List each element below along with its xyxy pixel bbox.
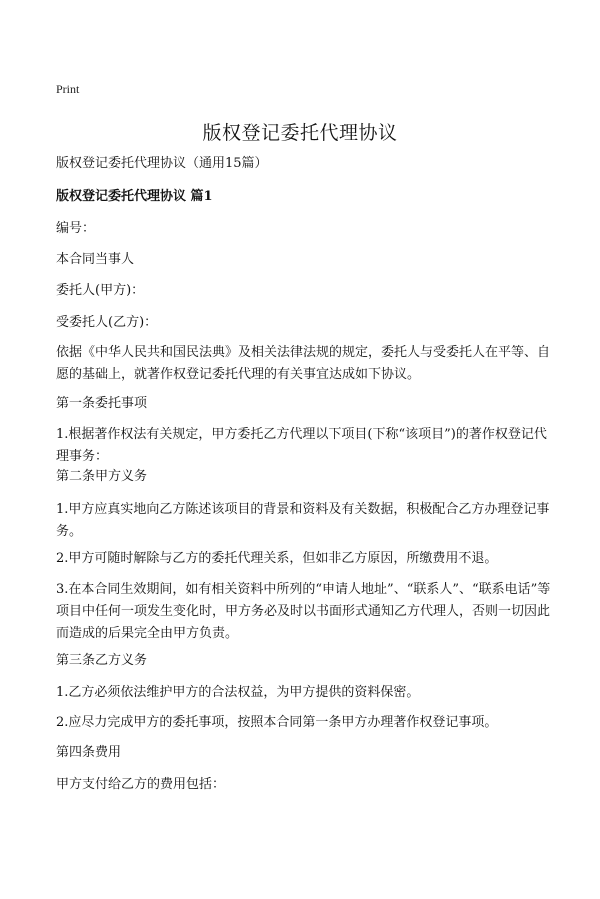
article-2-item-2: 2.甲方可随时解除与乙方的委托代理关系，但如非乙方原因，所缴费用不退。	[56, 551, 498, 566]
article-1-heading: 第一条委托事项	[56, 396, 148, 411]
article-1-item-1: 1.根据著作权法有关规定，甲方委托乙方代理以下项目(下称“该项目”)的著作权登记代理事务：	[56, 427, 547, 464]
article-3-heading: 第三条乙方义务	[56, 653, 148, 668]
article-4-item-intro: 甲方支付给乙方的费用包括：	[56, 777, 226, 792]
article-2-heading: 第二条甲方义务	[56, 469, 148, 484]
article-2-item-1: 1.甲方应真实地向乙方陈述该项目的背景和资料及有关数据，积极配合乙方办理登记事务。	[56, 502, 550, 539]
paragraph-agent: 受委托人(乙方)：	[56, 315, 158, 330]
article-3-item-2: 2.应尽力完成甲方的委托事项，按照本合同第一条甲方办理著作权登记事项。	[56, 715, 498, 730]
article-4-heading: 第四条费用	[56, 745, 122, 760]
print-label: Print	[56, 82, 80, 96]
paragraph-principal: 委托人(甲方)：	[56, 283, 145, 298]
paragraph-preamble: 依据《中华人民共和国民法典》及相关法律法规的规定，委托人与受委托人在平等、自愿的基础上，就著作权登记委托代理的有关事宜达成如下协议。	[56, 345, 551, 382]
document-subtitle: 版权登记委托代理协议（通用15篇）	[56, 156, 268, 171]
paragraph-parties: 本合同当事人	[56, 252, 135, 267]
paragraph-serial-number: 编号：	[56, 221, 96, 236]
article-2-item-3: 3.在本合同生效期间，如有相关资料中所列的“申请人地址”、“联系人”、“联系电话”等项目中任何一项发生变化时，甲方务必及时以书面形式通知乙方代理人，否则一切因此而造成的后果完全由甲方负责。	[56, 582, 551, 641]
document-title: 版权登记委托代理协议	[202, 122, 398, 144]
section-heading: 版权登记委托代理协议 篇1	[56, 189, 213, 204]
article-3-item-1: 1.乙方必须依法维护甲方的合法权益，为甲方提供的资料保密。	[56, 685, 420, 700]
